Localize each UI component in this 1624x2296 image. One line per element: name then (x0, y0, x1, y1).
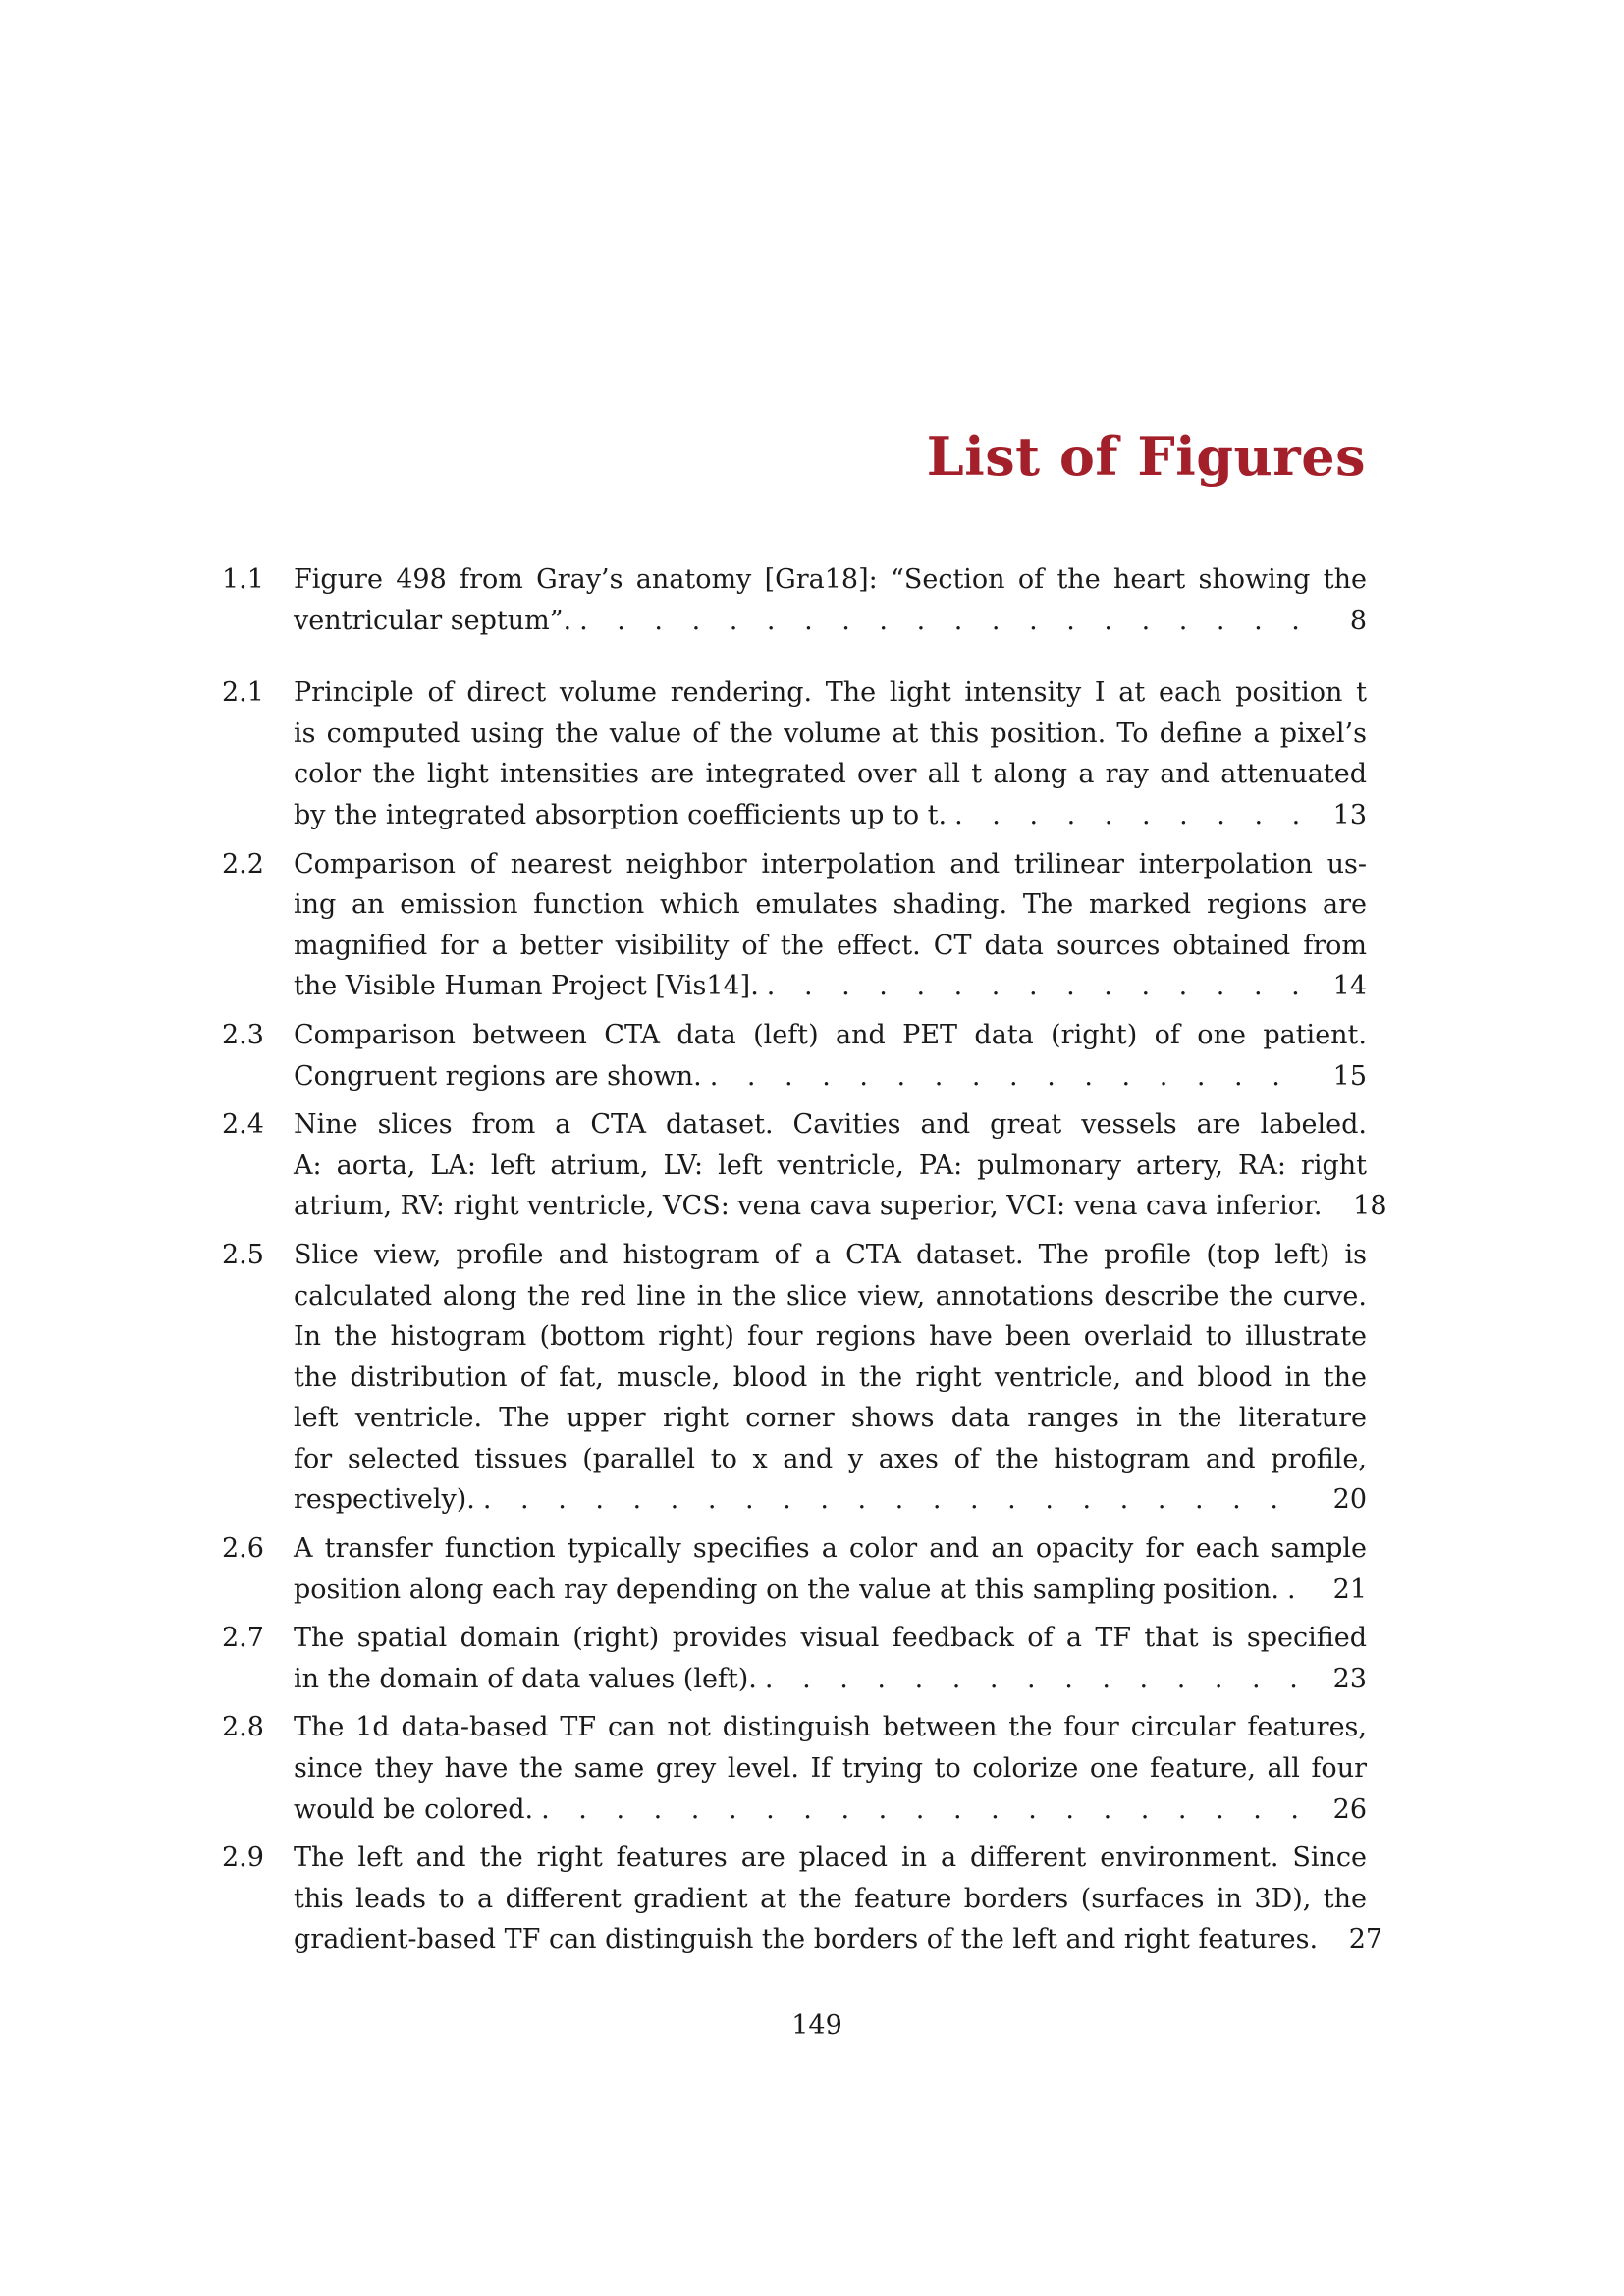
caption-line: for selected tissues (parallel to x and y axes of the histogram and profile, (294, 1443, 1367, 1474)
dot-leader (947, 795, 1310, 836)
caption-last-line (294, 1659, 1367, 1700)
dot-leader (1323, 1186, 1330, 1227)
figure-entry-1-1[interactable] (222, 560, 1367, 641)
caption-last-line (294, 966, 1367, 1007)
caption-line: position along each ray depending on the value at this sampling position. (294, 1574, 1279, 1605)
page-reference[interactable]: 18 (1353, 1191, 1387, 1222)
caption-line: this leads to a different gradient at the feature borders (surfaces in 3D), the (294, 1883, 1367, 1914)
caption-last-line (294, 1789, 1367, 1831)
figure-entry-2-3[interactable] (222, 1015, 1367, 1096)
caption-line: Nine slices from a CTA dataset. Cavities and great vessels are labeled. (294, 1109, 1367, 1141)
figure-caption (294, 1618, 1367, 1699)
figure-caption (294, 1104, 1387, 1227)
caption-line: In the histogram (bottom right) four regions have been overlaid to illustrate (294, 1321, 1367, 1353)
caption-last-line (294, 1186, 1387, 1227)
caption-line: since they have the same grey level. If trying to colorize one feature, all four (294, 1753, 1367, 1785)
dot-leader (759, 966, 1310, 1007)
dot-leader (475, 1479, 1310, 1521)
page-reference[interactable]: 21 (1332, 1574, 1367, 1605)
caption-line: gradient-based TF can distinguish the borders of the left and right features. (294, 1924, 1319, 1955)
dot-leader (702, 1056, 1310, 1097)
caption-line: ventricular septum”. (294, 605, 572, 636)
caption-line: would be colored. (294, 1793, 534, 1825)
page-reference[interactable]: 26 (1332, 1793, 1367, 1825)
figure-caption (294, 844, 1367, 1007)
figure-number: 2.1 (222, 677, 264, 709)
page-reference[interactable]: 23 (1332, 1663, 1367, 1694)
figure-caption (294, 1838, 1383, 1960)
figure-number: 2.3 (222, 1019, 264, 1050)
list-of-figures (222, 560, 1387, 1968)
page-reference[interactable]: 15 (1332, 1060, 1367, 1092)
dot-leader (533, 1789, 1310, 1831)
page-reference[interactable]: 8 (1349, 605, 1367, 636)
caption-line: magnified for a better visibility of the effect. CT data sources obtained from (294, 930, 1367, 961)
caption-line: the distribution of fat, muscle, blood in the right ventricle, and blood in the (294, 1362, 1367, 1393)
figure-caption (294, 672, 1367, 835)
dot-leader (757, 1659, 1310, 1700)
caption-last-line (294, 1479, 1367, 1521)
figure-entry-2-7[interactable] (222, 1618, 1367, 1699)
caption-line: by the integrated absorption coefficients up to t. (294, 799, 947, 830)
figure-entry-2-9[interactable] (222, 1838, 1383, 1960)
caption-line: respectively). (294, 1484, 475, 1516)
page-reference[interactable]: 27 (1348, 1924, 1383, 1955)
page-number: 149 (791, 2010, 842, 2041)
figure-caption (294, 1707, 1367, 1830)
page-reference[interactable]: 13 (1332, 799, 1367, 830)
caption-line: ing an emission function which emulates shading. The marked regions are (294, 889, 1367, 921)
figure-number: 2.9 (222, 1842, 264, 1874)
caption-last-line (294, 1919, 1383, 1960)
figure-entry-2-5[interactable] (222, 1235, 1367, 1521)
caption-line: atrium, RV: right ventricle, VCS: vena cava superior, VCI: vena cava inferior. (294, 1191, 1323, 1222)
caption-line: left ventricle. The upper right corner shows data ranges in the literature (294, 1403, 1367, 1434)
figure-entry-2-6[interactable] (222, 1528, 1367, 1610)
caption-last-line (294, 795, 1367, 836)
caption-line: color the light intensities are integrated over all t along a ray and attenuated (294, 759, 1367, 790)
caption-line: Congruent regions are shown. (294, 1060, 702, 1092)
caption-last-line (294, 601, 1367, 642)
page-reference[interactable]: 14 (1332, 971, 1367, 1002)
caption-line: Slice view, profile and histogram of a CTA dataset. The profile (top left) is (294, 1239, 1367, 1270)
caption-line: Figure 498 from Gray’s anatomy [Gra18]: “Section of the heart showing the (294, 564, 1367, 595)
caption-line: calculated along the red line in the slice view, annotations describe the curve. (294, 1280, 1367, 1311)
dot-leader (1279, 1570, 1310, 1611)
caption-line: in the domain of data values (left). (294, 1663, 757, 1694)
caption-line: Principle of direct volume rendering. The light intensity I at each position t (294, 677, 1367, 709)
figure-number: 2.7 (222, 1623, 264, 1654)
page-title: List of Figures (926, 425, 1366, 488)
figure-number: 2.2 (222, 848, 264, 880)
caption-line: Comparison between CTA data (left) and PET data (right) of one patient. (294, 1019, 1367, 1050)
caption-line: A transfer function typically specifies a color and an opacity for each sample (294, 1533, 1367, 1565)
caption-line: The 1d data-based TF can not distinguish between the four circular features, (294, 1712, 1367, 1743)
figure-number: 2.8 (222, 1712, 264, 1743)
figure-caption (294, 1528, 1367, 1610)
figure-number: 1.1 (222, 564, 264, 595)
figure-caption (294, 560, 1367, 641)
figure-caption (294, 1235, 1367, 1521)
page-reference[interactable]: 20 (1332, 1484, 1367, 1516)
figure-caption (294, 1015, 1367, 1096)
caption-line: The left and the right features are placed in a different environment. Since (294, 1842, 1367, 1874)
figure-entry-2-8[interactable] (222, 1707, 1367, 1830)
caption-last-line (294, 1056, 1367, 1097)
figure-entry-2-4[interactable] (222, 1104, 1387, 1227)
caption-last-line (294, 1570, 1367, 1611)
dot-leader (571, 601, 1310, 642)
caption-line: The spatial domain (right) provides visual feedback of a TF that is specified (294, 1623, 1367, 1654)
caption-line: the Visible Human Project [Vis14]. (294, 971, 759, 1002)
figure-number: 2.5 (222, 1239, 264, 1270)
caption-line: is computed using the value of the volume at this position. To define a pixel’s (294, 718, 1367, 749)
figure-number: 2.4 (222, 1109, 264, 1141)
figure-entry-2-1[interactable] (222, 672, 1367, 835)
figure-entry-2-2[interactable] (222, 844, 1367, 1007)
caption-line: A: aorta, LA: left atrium, LV: left ventricle, PA: pulmonary artery, RA: right (294, 1149, 1367, 1181)
caption-line: Comparison of nearest neighbor interpolation and trilinear interpolation us- (294, 848, 1367, 880)
figure-number: 2.6 (222, 1533, 264, 1565)
